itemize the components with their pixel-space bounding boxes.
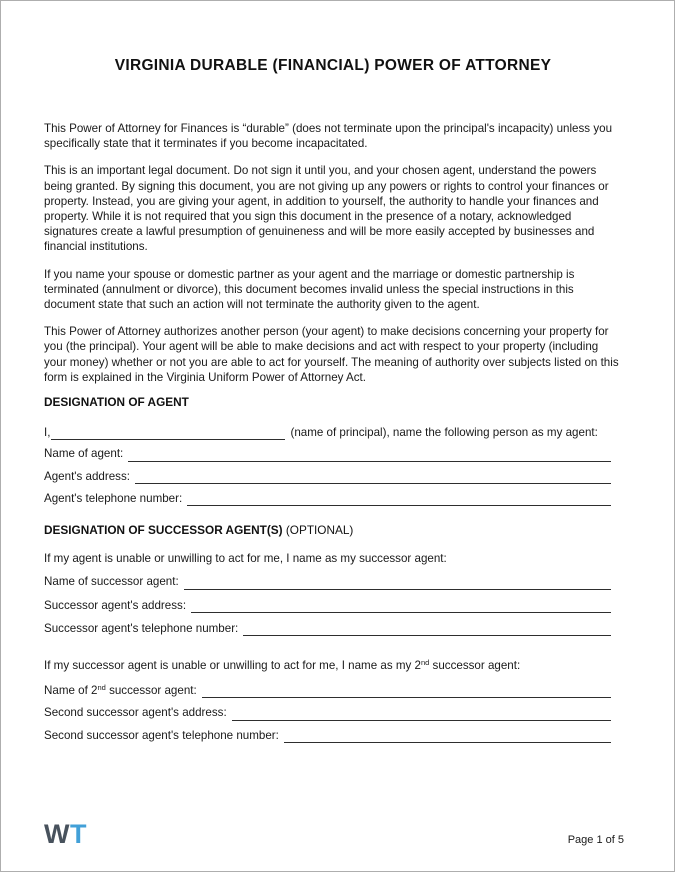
page-footer bbox=[44, 821, 624, 848]
document-title: VIRGINIA DURABLE (FINANCIAL) POWER OF ATTORNEY bbox=[114, 57, 552, 74]
agent-name-blank[interactable] bbox=[128, 446, 611, 461]
second-successor-phone-blank[interactable] bbox=[284, 728, 611, 743]
intro-paragraph-legal-document: This is an important legal document. Do not sign it until you, and your chosen agent, understand the powers being granted. By signing this document, you are not giving up any powers or rights to control your finances or property. Instead, you are giving your agent, in addition to yourself, the authority to handle your finances and property. While it is not required that you sign this document in the presence of a notary, acknowledged signatures create a lawful presumption of genuineness and will be more easily accepted by businesses and financial institutions. bbox=[44, 164, 609, 254]
wt-logo bbox=[44, 821, 87, 848]
second-successor-phone-row bbox=[44, 728, 611, 743]
agent-phone-row bbox=[44, 491, 611, 506]
principal-line-suffix: (name of principal), name the following person as my agent: bbox=[290, 426, 598, 440]
second-successor-intro-ordinal: nd bbox=[420, 658, 430, 668]
second-successor-name-label-post: successor agent: bbox=[105, 684, 197, 698]
agent-address-blank[interactable] bbox=[135, 469, 611, 484]
successor-address-blank[interactable] bbox=[191, 598, 611, 613]
second-successor-address-row bbox=[44, 705, 611, 720]
successor-name-blank[interactable] bbox=[184, 574, 611, 589]
second-successor-name-label bbox=[44, 680, 197, 698]
intro-paragraph-durable: This Power of Attorney for Finances is “durable” (does not terminate upon the principal's incapacity) unless you specifically state that it terminates if you become incapacitated. bbox=[44, 122, 613, 151]
second-successor-intro bbox=[44, 655, 622, 673]
successor-name-label: Name of successor agent: bbox=[44, 575, 179, 589]
principal-designation-line bbox=[44, 425, 611, 440]
agent-address-row bbox=[44, 469, 611, 484]
second-successor-address-blank[interactable] bbox=[232, 705, 611, 720]
successor-phone-label: Successor agent's telephone number: bbox=[44, 621, 239, 635]
successor-heading-bold: DESIGNATION OF SUCCESSOR AGENT(S) bbox=[44, 523, 283, 538]
successor-address-label: Successor agent's address: bbox=[44, 598, 187, 612]
second-successor-name-row bbox=[44, 680, 611, 698]
principal-line-prefix: I, bbox=[44, 426, 51, 440]
logo-letter-t: T bbox=[69, 819, 87, 849]
successor-address-row bbox=[44, 598, 611, 613]
agent-address-label: Agent's address: bbox=[44, 469, 130, 483]
second-successor-intro-post: successor agent: bbox=[429, 659, 521, 673]
second-successor-name-blank[interactable] bbox=[202, 680, 611, 698]
successor-heading-optional-note: (OPTIONAL) bbox=[282, 523, 354, 538]
agent-name-row bbox=[44, 446, 611, 461]
page-number-label: Page 1 of 5 bbox=[567, 834, 624, 846]
successor-phone-blank[interactable] bbox=[243, 621, 611, 636]
agent-name-label: Name of agent: bbox=[44, 447, 124, 461]
second-successor-address-label: Second successor agent's address: bbox=[44, 706, 227, 720]
agent-phone-blank[interactable] bbox=[187, 491, 611, 506]
second-successor-name-ordinal: nd bbox=[97, 683, 106, 693]
principal-name-blank[interactable] bbox=[51, 425, 285, 440]
successor-name-row bbox=[44, 574, 611, 589]
section-heading-successor-agents bbox=[44, 523, 622, 538]
second-successor-intro-pre: If my successor agent is unable or unwilling to act for me, I name as my 2 bbox=[44, 659, 421, 673]
successor-phone-row bbox=[44, 621, 611, 636]
logo-letter-w: W bbox=[44, 819, 70, 849]
agent-phone-label: Agent's telephone number: bbox=[44, 491, 183, 505]
second-successor-phone-label: Second successor agent's telephone number: bbox=[44, 728, 279, 742]
second-successor-name-label-pre: Name of 2 bbox=[44, 684, 98, 698]
intro-paragraph-authorization: This Power of Attorney authorizes another person (your agent) to make decisions concerning your property for you (the principal). Your agent will be able to make decisions and act with respect to your property (including your money) whether or not you are able to act for yourself. The meaning of authority over subjects listed on this form is explained in the Virginia Uniform Power of Attorney Act. bbox=[44, 325, 619, 384]
first-successor-intro: If my agent is unable or unwilling to act for me, I name as my successor agent: bbox=[44, 552, 447, 566]
section-heading-designation-of-agent: DESIGNATION OF AGENT bbox=[44, 395, 189, 410]
intro-paragraph-spouse: If you name your spouse or domestic partner as your agent and the marriage or domestic partnership is terminated (annulment or divorce), this document becomes invalid unless the special instructions in this document state that such an action will not terminate the authority given to the agent. bbox=[44, 267, 575, 312]
